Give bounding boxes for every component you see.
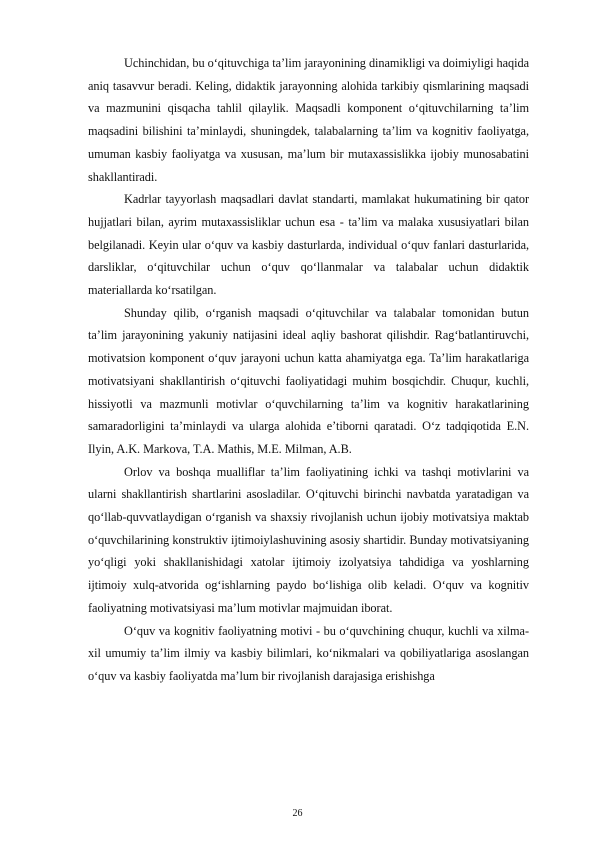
paragraph-3: Shunday qilib, o‘rganish maqsadi o‘qituvchilar va talabalar tomonidan butun ta’lim jarayonining yakuniy natijasini ideal aqliy bashorat qilishdir. Rag‘batlantiruvchi, motivatsion komponent o‘quv jarayoni uchun katta ahamiyatga ega. Ta’lim harakatlariga motivatsiyani shakllantirish o‘qituvchi faoliyatidagi muhim bosqichdir. Chuqur, kuchli, hissiyotli va mazmunli motivlar o‘quvchilarning ta’lim va kognitiv harakatlarining samaradorligini ta’minlaydi va ularga alohida e’tiborni qaratadi. O‘z tadqiqotida E.N. Ilyin, A.K. Markova, T.A. Mathis, M.E. Milman, A.B.	[88, 305, 529, 456]
paragraph-4: Orlov va boshqa mualliflar ta’lim faoliyatining ichki va tashqi motivlarini va ularni shakllantirish shartlarini asosladilar. O‘qituvchi birinchi navbatda yaratadigan va qo‘llab-quvvatlaydigan o‘rganish va shaxsiy rivojlanish uchun ijobiy motivatsiya maktab o‘quvchilarining konstruktiv ijtimoiylashuvining asosiy shartidir. Bunday motivatsiyaning yo‘qligi yoki shakllanishidagi xatolar ijtimoiy izolyatsiya tahdidiga va yoshlarning ijtimoiy xulq-atvorida og‘ishlarning paydo bo‘lishiga olib keladi. O‘quv va kognitiv faoliyatning motivatsiyasi ma’lum motivlar majmuidan iborat.	[88, 464, 529, 615]
page-number: 26	[292, 808, 303, 819]
paragraph-5: O‘quv va kognitiv faoliyatning motivi - bu o‘quvchining chuqur, kuchli va xilma-xil umumiy ta’lim ilmiy va kasbiy bilimlari, ko‘nikmalari va qobiliyatlariga asoslangan o‘quv va kasbiy faoliyatda ma’lum bir rivojlanish darajasiga erishishga	[88, 623, 529, 683]
paragraph-2: Kadrlar tayyorlash maqsadlari davlat standarti, mamlakat hukumatining bir qator hujjatlari bilan, ayrim mutaxassisliklar uchun esa - ta’lim va malaka xususiyatlari bilan belgilanadi. Keyin ular o‘quv va kasbiy dasturlarda, individual o‘quv fanlari dasturlarida, darsliklar, o‘qituvchilar uchun o‘quv qo‘llanmalar va talabalar uchun didaktik materiallarda ko‘rsatilgan.	[88, 192, 529, 298]
page-content	[88, 52, 529, 688]
paragraph-1: Uchinchidan, bu o‘qituvchiga ta’lim jarayonining dinamikligi va doimiyligi haqida aniq tasavvur beradi. Keling, didaktik jarayonning alohida tarkibiy qismlarining maqsadi va mazmunini qisqacha tahlil qilaylik. Maqsadli komponent o‘qituvchilarning ta’lim maqsadini bilishini ta’minlaydi, shuningdek, talabalarning ta’lim va kognitiv faoliyatga, umuman kasbiy faoliyatga va xususan, ma’lum bir mutaxassislikka ijobiy munosabatini shakllantiradi.	[88, 56, 529, 184]
